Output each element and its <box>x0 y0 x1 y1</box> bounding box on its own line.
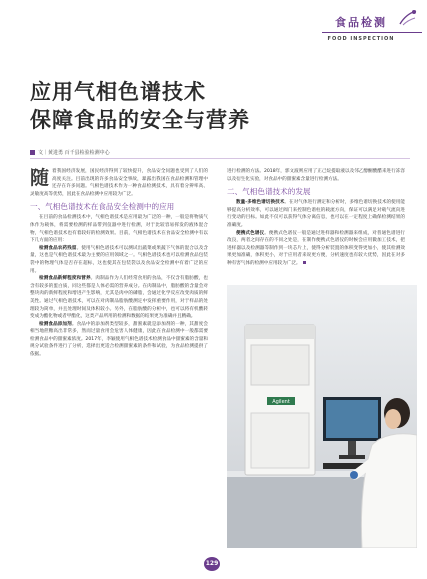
section-heading-1: 一、气相色谱技术在食品安全检测中的应用 <box>30 202 175 212</box>
flask-icon <box>396 8 418 30</box>
multidim-label: 数量-多维色谱切换技术 <box>236 200 285 206</box>
author-divider <box>30 158 410 159</box>
section-tag <box>322 14 400 42</box>
fat-label: 检测食品新鲜程度和营养 <box>39 276 91 282</box>
right-column <box>227 168 405 268</box>
additive-label: 检测食品添加剂 <box>39 321 72 327</box>
portable-text: 。便携式色谱仪一般是通过进样器和检测器来组成，对普通色谱进行改良，两者之间存在的不同之处是，在制作便携式色谱仪的时候会应用微加工技术，把进样器以及检测器等制作到一块芯片上，使得分析装置的体积变得更加小，使其检测效果更加准确，体积更小，对于应用者来说更方便，分析速度也有较大优势，因此在对多种有害气体的检测中应用较为广泛。 <box>227 230 405 266</box>
section-subtitle: FOOD INSPECTION <box>327 36 395 42</box>
multidim-text: 。在对气体进行测定和分析时，多维色谱切换技术的使用能够提高分析效率，可以通过阀门来控制色谱柱的载流方向，保证可以满足对载气流向进行变动的目标。如此不仅可以获得气体分离信息，也可以在一定程度上确保检测结果的准确度。 <box>227 200 405 228</box>
author-marker-icon <box>30 150 35 155</box>
paragraph-additive <box>30 321 208 359</box>
paragraph-portable <box>227 230 405 268</box>
paragraph-continued: 进行检测的方法。2018年，郭文波则应用了正己烷提取液以及邻乙醇酮酸醋来进行冻容以及衍生化实验，对食品中的甜蜜素含量进行检测方法。 <box>227 169 405 182</box>
title-line-2: 保障食品的安全与营养 <box>30 108 250 132</box>
paragraph-1: 在目前的食品检测技术中，气相色谱技术是应用最为广泛的一种，一般是将物质气体作为载体，将需要检测的样品带到仪器中进行检测，对于比较容易挥发的液体混合物，气相色谱技术也有着较好的检测效果。目前，气相色谱技术在食品安全检测中有以下几方面的应用： <box>30 215 208 244</box>
author-text: 文｜黄进勇 百千县检验检测中心 <box>38 150 110 156</box>
pesticide-label: 检测食品农药残留 <box>39 245 77 251</box>
author-line <box>30 149 110 156</box>
header-rule <box>322 32 422 33</box>
page-title <box>30 78 250 134</box>
lab-photo <box>227 285 417 548</box>
section-title: 食品检测 <box>335 16 387 29</box>
dropcap: 随 <box>30 167 50 189</box>
instrument-brand: Agilent <box>272 399 290 405</box>
paragraph-fat <box>30 275 208 321</box>
additive-text: 。食品中的添加剂类型较多，甜蜜素就是添加剂的一种，其甜度会相当地蔗糖高出非常多，然而过量食用会危害人体健康，因此在食品检测中一般都需要检测食品中的甜蜜素浓度。2017年，李颖使用气相色谱技术检测食品中甜蜜素的含量和规分试验条件进行了分析，选择出更适合检测甜蜜素的条件和试验，为食品检测提供了依据。 <box>30 321 208 358</box>
end-mark-icon <box>303 261 306 264</box>
paragraph-pesticide <box>30 245 208 275</box>
paragraph-multidim <box>227 199 405 229</box>
page-number: 129 <box>204 557 220 571</box>
section-heading-2: 二、气相色谱技术的发展 <box>227 187 311 197</box>
fat-text: 。肉制品作为人们经常食用的食品，不仅含有脂肪酸，也含有较多的蛋白质，同这些都是人体必需的营养成分。在肉制品中，脂肪酸的含量会对整块肉的新鲜程度和增进产生影响，尤其是肉中的磷脂，会通过化学反应改变肉质的鲜美性。通过气相色谱技术，可以在对肉制品脂肪酸测定中发挥重要作用，对于样品的处理较为简单，并且处理时间及体积较小。另外，在脂肪酸的分析中，也可以将有机酸转变成为酯化物或者甲酯化，这类产品所用的检测和数据的结果更为准确并且精确。 <box>30 276 208 320</box>
title-line-1: 应用气相色谱技术 <box>30 80 206 104</box>
intro-paragraph <box>30 168 208 198</box>
lab-scene-illustration <box>227 285 417 548</box>
portable-label: 便携式色谱仪 <box>236 230 265 236</box>
intro-text: 着我国经济发展，国民经济得到了较快提升，食品安全问题也受到了人们的高度关注。目前出现的许多食品安全事故，暴露出我国在食品检测和管理中还存在许多问题。气相色谱技术作为一种食品检测技术，具有着分辨率高、灵敏度高等优势，因此在食品检测中应用较为广泛。 <box>30 169 208 197</box>
pesticide-text: 。使用气相色谱技术可以测试出蔬菜或果蔬下气体的混合以及含量，这也是气相色谱技术最为主要的应用领域之一。气相色谱技术也可以检测食品包装袋中的物理气体是否存在超标，这也使其在包装袋以及食品安全检测中有着广泛的应用。 <box>30 245 208 274</box>
left-column <box>30 168 208 359</box>
